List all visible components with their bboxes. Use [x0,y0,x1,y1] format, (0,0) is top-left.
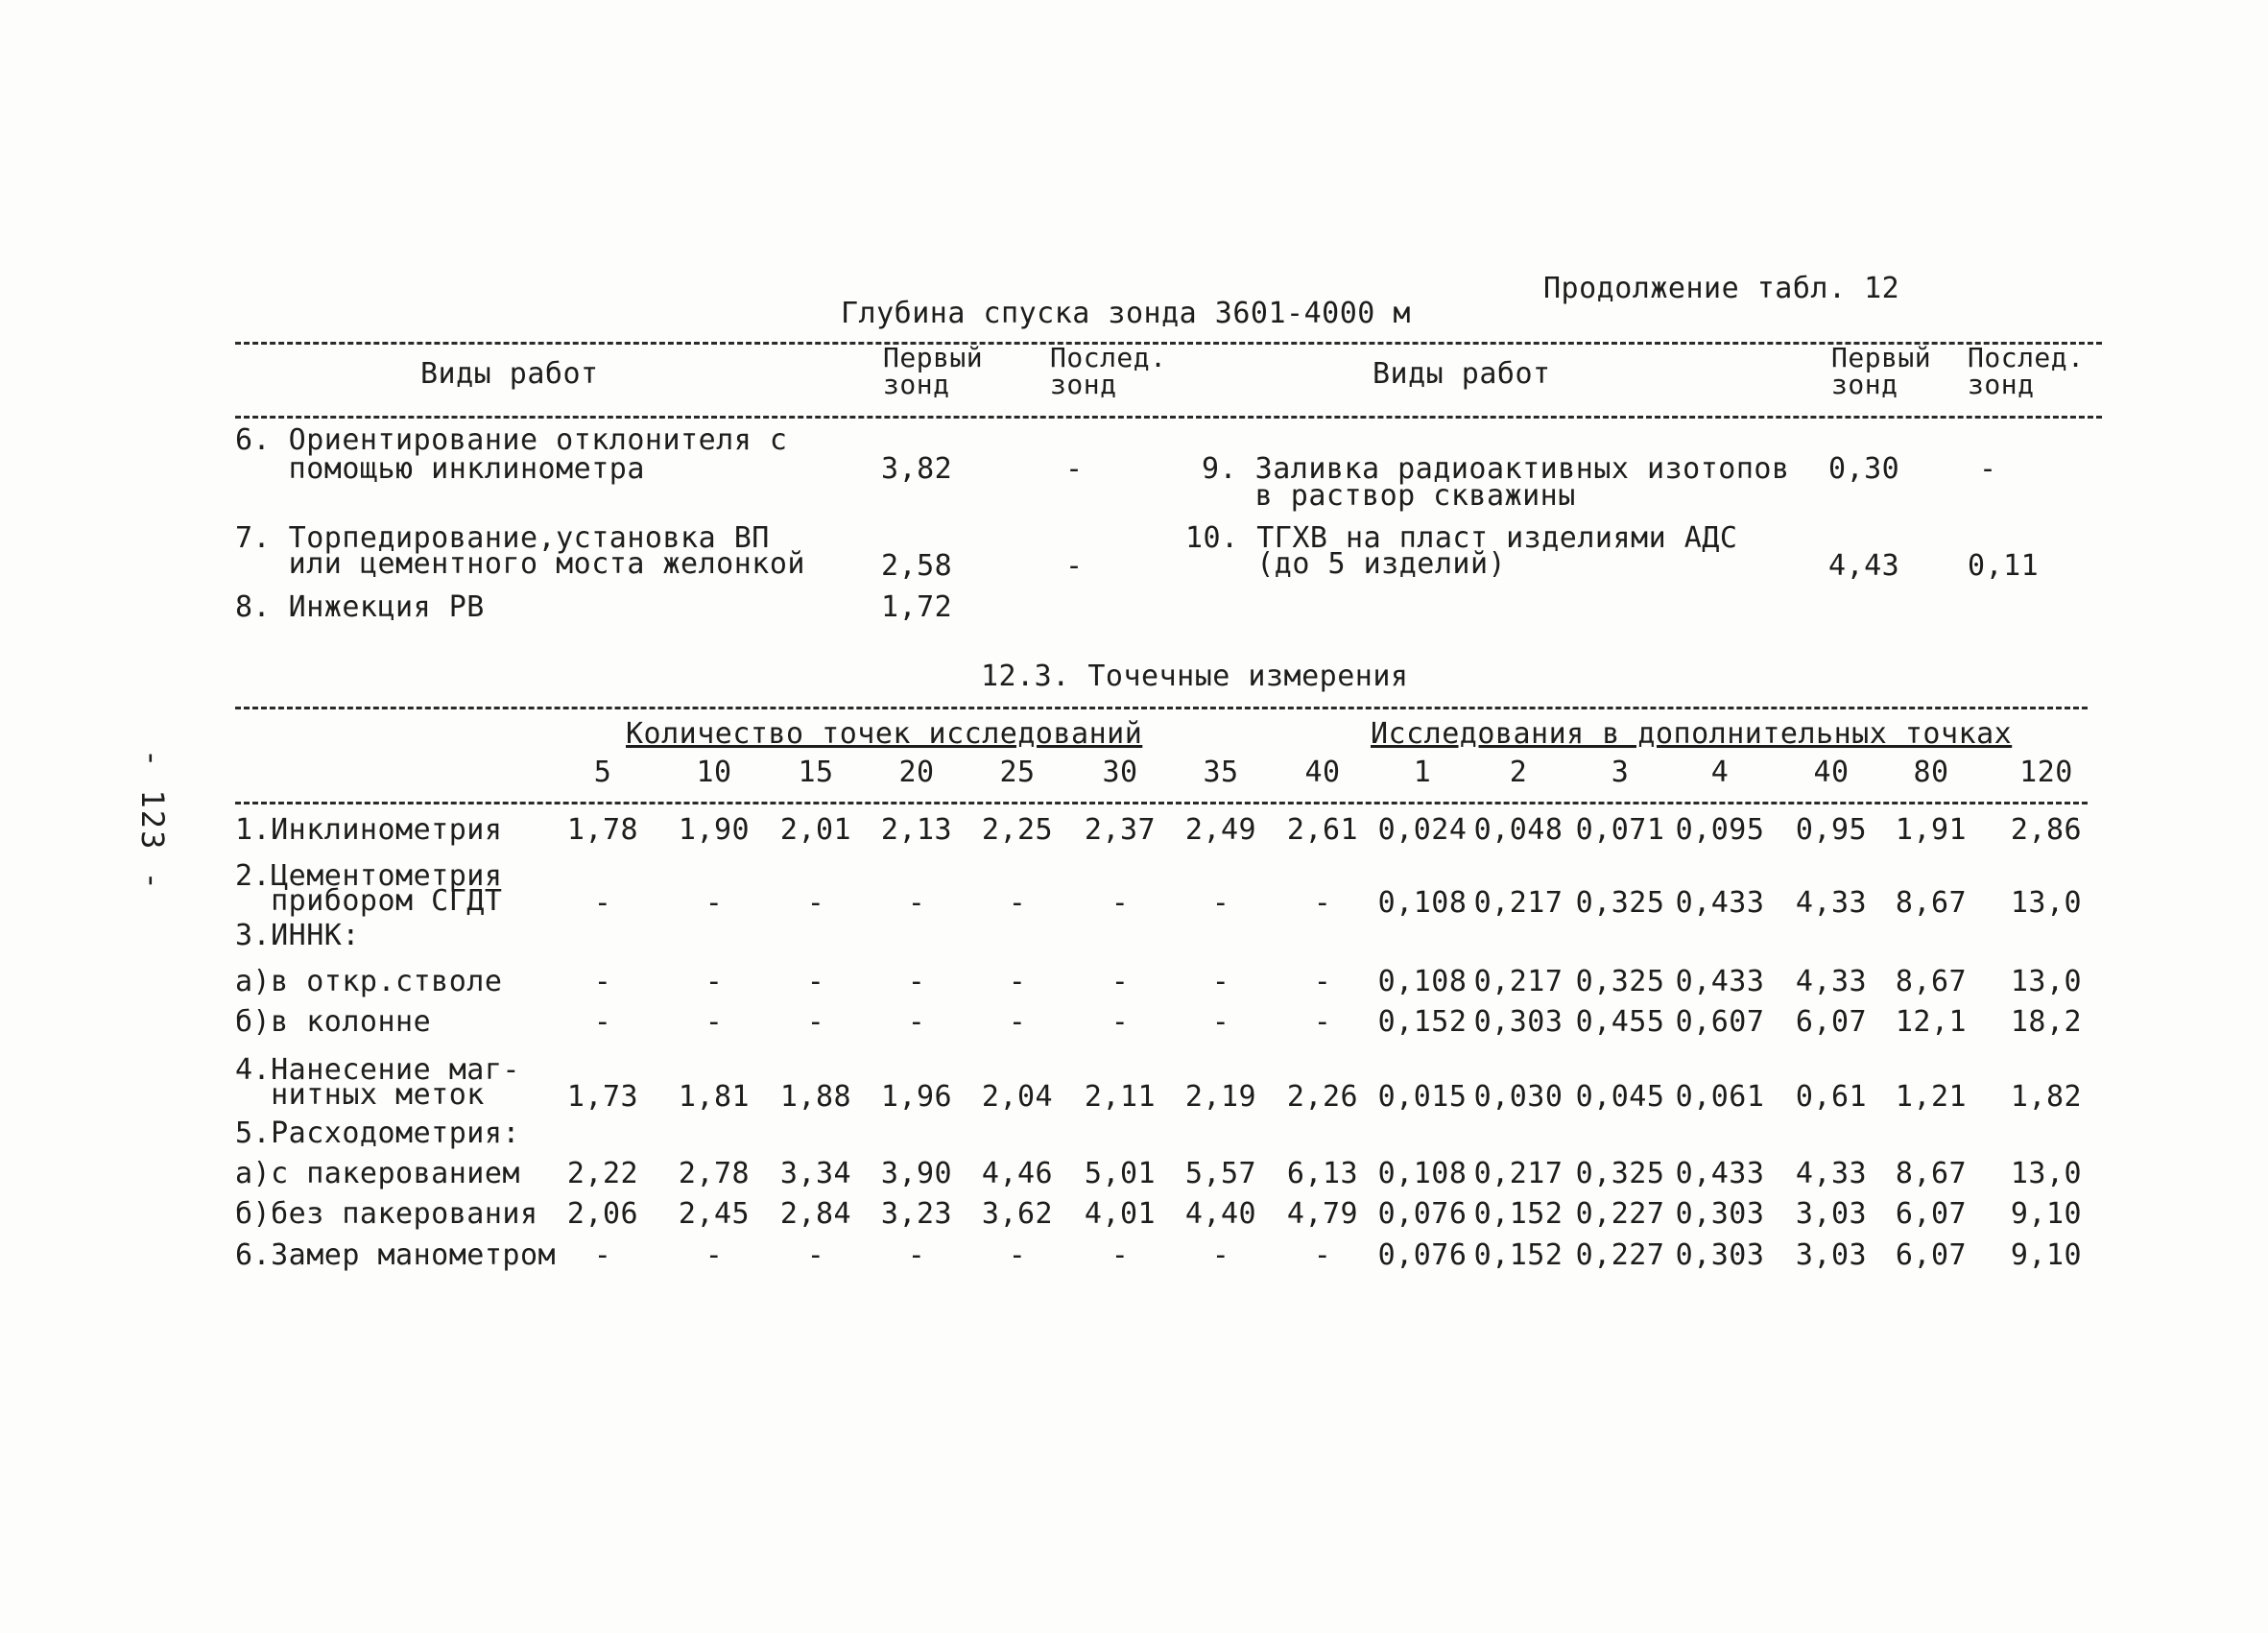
depth-title: Глубина спуска зонда 3601-4000 м [841,297,1411,330]
table-cell: 3,03 [1795,1238,1868,1272]
table-cell: - [593,1005,612,1039]
header-last-right-2: зонд [1968,369,2035,400]
upper-left-row-7-line2: или цементного моста желонкой [235,547,805,581]
table-cell: - [1110,965,1130,998]
table-cell: - [1008,886,1027,920]
table-cell: 0,108 [1377,1157,1468,1190]
upper-left-row-7-first: 2,58 [881,549,953,583]
table-cell: 5,57 [1184,1157,1257,1190]
table-cell: 18,2 [2010,1005,2083,1039]
row-label: б)в колонне [235,1005,432,1039]
table-cell: 1,88 [779,1080,852,1114]
row-label: 2.Цементометрия [235,859,503,893]
table-cell: - [1211,1238,1230,1272]
table-cell: 0,61 [1795,1080,1868,1114]
column-header: 5 [593,756,612,789]
table-cell: 0,071 [1575,813,1665,847]
table-cell: 2,49 [1184,813,1257,847]
table-cell: 6,07 [1895,1238,1968,1272]
table-cell: 2,61 [1286,813,1359,847]
table-cell: - [704,1238,724,1272]
lower-table-top-rule [235,707,2088,709]
table-cell: 0,152 [1473,1238,1564,1272]
table-cell: 6,13 [1286,1157,1359,1190]
lower-table-header-rule [235,802,2088,804]
row-label: а)в откр.стволе [235,965,503,998]
upper-right-row-10-first: 4,43 [1828,549,1900,583]
column-header: 3 [1611,756,1630,789]
table-cell: 8,67 [1895,965,1968,998]
table-cell: 0,076 [1377,1197,1468,1231]
table-cell: 0,045 [1575,1080,1665,1114]
upper-right-row-9-last: - [1979,452,1997,486]
table-cell: - [593,1238,612,1272]
section-title: 12.3. Точечные измерения [981,660,1409,693]
table-cell: 2,04 [981,1080,1054,1114]
table-cell: - [1313,965,1332,998]
table-cell: 2,26 [1286,1080,1359,1114]
table-cell: 6,07 [1795,1005,1868,1039]
upper-table-top-rule [235,342,2102,345]
table-cell: - [704,886,724,920]
table-cell: 12,1 [1895,1005,1968,1039]
table-cell: - [1313,886,1332,920]
header-first-right: Первый [1831,342,1932,373]
table-cell: 2,25 [981,813,1054,847]
table-cell: 1,78 [566,813,639,847]
table-cell: - [1110,886,1130,920]
table-cell: 4,01 [1084,1197,1157,1231]
table-cell: 2,11 [1084,1080,1157,1114]
table-cell: 2,78 [678,1157,751,1190]
column-header: 25 [999,756,1036,789]
upper-left-row-6-line1: 6. Ориентирование отклонителя с [235,423,788,457]
upper-left-row-8-first: 1,72 [881,590,953,624]
table-cell: 0,061 [1675,1080,1765,1114]
table-cell: - [1008,1005,1027,1039]
table-cell: 0,015 [1377,1080,1468,1114]
upper-left-row-6-line2: помощью инклинометра [235,452,645,486]
table-cell: 0,095 [1675,813,1765,847]
upper-right-row-10-line2: (до 5 изделий) [1185,547,1507,581]
column-header: 1 [1413,756,1432,789]
continuation-label: Продолжение табл. 12 [1543,272,1900,305]
table-cell: - [593,965,612,998]
table-cell: 0,95 [1795,813,1868,847]
upper-left-row-7-last: - [1065,549,1084,583]
row-label: б)без пакерования [235,1197,538,1231]
table-cell: 3,90 [880,1157,953,1190]
table-cell: - [1313,1238,1332,1272]
column-header: 4 [1710,756,1730,789]
header-first-left: Первый [883,342,984,373]
table-cell: - [1313,1005,1332,1039]
upper-left-row-6-last: - [1065,452,1084,486]
table-cell: 13,0 [2010,1157,2083,1190]
row-label: 3.ИННК: [235,919,360,952]
table-cell: 2,19 [1184,1080,1257,1114]
upper-left-row-8-line1: 8. Инжекция РВ [235,590,485,624]
table-cell: 2,84 [779,1197,852,1231]
header-first-left-2: зонд [883,369,950,400]
upper-right-row-9-line1: 9. Заливка радиоактивных изотопов [1202,452,1790,486]
table-cell: 0,048 [1473,813,1564,847]
table-cell: 0,227 [1575,1197,1665,1231]
table-cell: - [1211,965,1230,998]
row-label: 4.Нанесение маг- [235,1053,520,1087]
table-cell: 0,152 [1377,1005,1468,1039]
table-cell: 2,06 [566,1197,639,1231]
table-cell: 2,22 [566,1157,639,1190]
table-cell: 0,227 [1575,1238,1665,1272]
table-cell: 6,07 [1895,1197,1968,1231]
column-header: 40 [1304,756,1341,789]
table-cell: 0,303 [1675,1238,1765,1272]
table-cell: 3,34 [779,1157,852,1190]
row-label: а)с пакерованием [235,1157,520,1190]
table-cell: 2,37 [1084,813,1157,847]
column-header: 20 [898,756,935,789]
table-cell: - [1110,1005,1130,1039]
header-last-left: Послед. [1050,342,1167,373]
table-cell: - [907,1238,926,1272]
table-cell: 2,86 [2010,813,2083,847]
row-label: 5.Расходометрия: [235,1117,520,1150]
table-cell: 4,33 [1795,965,1868,998]
table-cell: 4,33 [1795,886,1868,920]
table-cell: 0,217 [1473,965,1564,998]
table-cell: 1,21 [1895,1080,1968,1114]
upper-right-row-9-first: 0,30 [1828,452,1900,486]
row-label-continued: прибором СГДТ [235,884,503,918]
table-cell: - [1110,1238,1130,1272]
column-header: 15 [798,756,834,789]
table-cell: 5,01 [1084,1157,1157,1190]
column-header: 35 [1203,756,1239,789]
table-cell: 0,433 [1675,965,1765,998]
table-cell: - [907,965,926,998]
table-cell: - [1211,886,1230,920]
table-cell: 8,67 [1895,886,1968,920]
table-cell: 0,325 [1575,965,1665,998]
table-cell: 8,67 [1895,1157,1968,1190]
table-cell: 1,96 [880,1080,953,1114]
header-last-right: Послед. [1968,342,2085,373]
table-cell: - [704,1005,724,1039]
table-cell: 0,217 [1473,886,1564,920]
row-label: 1.Инклинометрия [235,813,503,847]
table-cell: 9,10 [2010,1238,2083,1272]
table-cell: 0,433 [1675,886,1765,920]
table-cell: 1,90 [678,813,751,847]
table-cell: 1,91 [1895,813,1968,847]
table-cell: 0,325 [1575,886,1665,920]
table-cell: 0,217 [1473,1157,1564,1190]
column-header: 80 [1913,756,1949,789]
table-cell: 4,79 [1286,1197,1359,1231]
table-cell: 1,81 [678,1080,751,1114]
table-cell: 0,076 [1377,1238,1468,1272]
table-cell: - [907,886,926,920]
column-header: 2 [1509,756,1528,789]
table-cell: 0,607 [1675,1005,1765,1039]
table-cell: 3,23 [880,1197,953,1231]
table-cell: 9,10 [2010,1197,2083,1231]
table-cell: - [1211,1005,1230,1039]
table-cell: - [806,1238,825,1272]
table-cell: 0,030 [1473,1080,1564,1114]
group-header-additional: Исследования в дополнительных точках [1371,717,2013,751]
table-cell: 0,433 [1675,1157,1765,1190]
header-last-left-2: зонд [1050,369,1117,400]
table-cell: - [1008,965,1027,998]
table-cell: 0,325 [1575,1157,1665,1190]
table-cell: 0,303 [1473,1005,1564,1039]
table-cell: - [1008,1238,1027,1272]
table-cell: 0,108 [1377,886,1468,920]
table-cell: - [593,886,612,920]
table-cell: - [806,886,825,920]
page-number: - 123 - [134,749,171,892]
column-header: 40 [1813,756,1850,789]
upper-left-row-6-first: 3,82 [881,452,953,486]
table-cell: - [907,1005,926,1039]
table-cell: 3,03 [1795,1197,1868,1231]
table-cell: 2,13 [880,813,953,847]
table-cell: 4,33 [1795,1157,1868,1190]
table-cell: 3,62 [981,1197,1054,1231]
table-cell: - [704,965,724,998]
header-work-right: Виды работ [1373,357,1551,391]
table-cell: 4,40 [1184,1197,1257,1231]
table-cell: 4,46 [981,1157,1054,1190]
row-label-continued: нитных меток [235,1078,485,1112]
table-cell: 1,73 [566,1080,639,1114]
table-cell: 0,024 [1377,813,1468,847]
table-cell: 0,303 [1675,1197,1765,1231]
header-work-left: Виды работ [420,357,599,391]
table-cell: 1,82 [2010,1080,2083,1114]
table-cell: 0,108 [1377,965,1468,998]
table-cell: 13,0 [2010,965,2083,998]
column-header: 30 [1102,756,1138,789]
upper-right-row-9-line2: в раствор скважины [1202,479,1576,513]
row-label: 6.Замер манометром [235,1238,557,1272]
upper-table-header-rule [235,416,2102,419]
table-cell: 0,152 [1473,1197,1564,1231]
column-header: 120 [2019,756,2073,789]
column-header: 10 [696,756,732,789]
group-header-points: Количество точек исследований [626,717,1143,751]
table-cell: - [806,1005,825,1039]
upper-right-row-10-line1: 10. ТГХВ на пласт изделиями АДС [1185,521,1738,555]
table-cell: 2,01 [779,813,852,847]
table-cell: 0,455 [1575,1005,1665,1039]
table-cell: 2,45 [678,1197,751,1231]
upper-right-row-10-last: 0,11 [1968,549,2040,583]
table-cell: - [806,965,825,998]
table-cell: 13,0 [2010,886,2083,920]
upper-left-row-7-line1: 7. Торпедирование,установка ВП [235,521,770,555]
header-first-right-2: зонд [1831,369,1898,400]
